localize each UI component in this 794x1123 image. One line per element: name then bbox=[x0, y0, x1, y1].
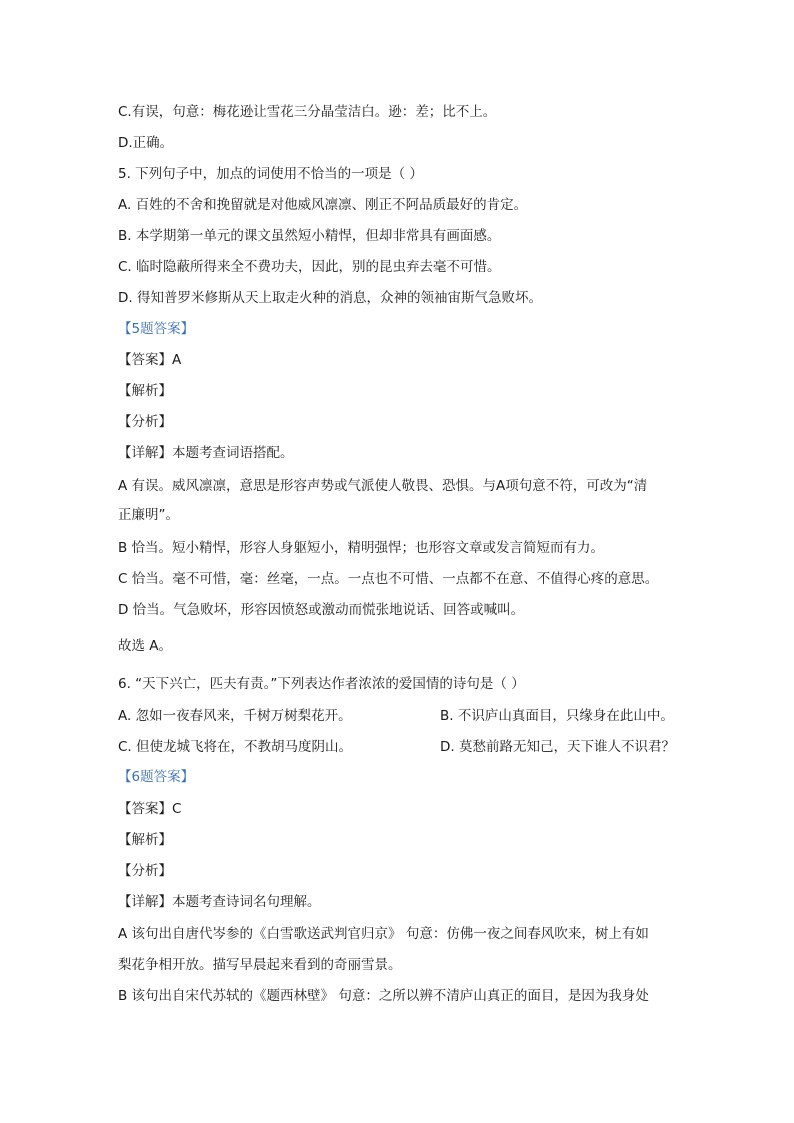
question-6-option-b: B. 不识庐山真面目，只缘身在此山中。 bbox=[440, 708, 674, 724]
text-line: D.正确。 bbox=[118, 135, 174, 151]
question-5-option-a: A. 百姓的不舍和挽留就是对他威风凛凛、刚正不阿品质最好的肯定。 bbox=[118, 197, 528, 213]
explanation-line: A 有误。威风凛凛，意思是形容声势或气派使人敬畏、恐惧。与A项句意不符，可改为“清 bbox=[118, 478, 648, 494]
detail-label: 【详解】本题考查诗词名句理解。 bbox=[118, 894, 321, 910]
text-line: C.有误，句意：梅花逊让雪花三分晶莹洁白。逊：差；比不上。 bbox=[118, 104, 497, 120]
question-6-stem: 6. “天下兴亡，匹夫有责。”下列表达作者浓浓的爱国情的诗句是（ ） bbox=[118, 676, 525, 692]
explanation-line: 正廉明”。 bbox=[118, 507, 179, 523]
question-5-option-d: D. 得知普罗米修斯从天上取走火种的消息，众神的领袖宙斯气急败坏。 bbox=[118, 290, 542, 306]
question-5-option-b: B. 本学期第一单元的课文虽然短小精悍，但却非常具有画面感。 bbox=[118, 228, 501, 244]
question-6-option-a: A. 忽如一夜春风来，千树万树梨花开。 bbox=[118, 708, 352, 724]
analysis-label: 【解析】 bbox=[118, 832, 172, 848]
analysis-label: 【解析】 bbox=[118, 383, 172, 399]
question-5-stem: 5. 下列句子中，加点的词使用不恰当的一项是（ ） bbox=[118, 166, 423, 182]
explanation-line: C 恰当。毫不可惜，毫：丝毫，一点。一点也不可惜、一点都不在意、不值得心疼的意思。 bbox=[118, 571, 659, 587]
answer-5-header: 【5题答案】 bbox=[118, 321, 195, 337]
explanation-line: B 该句出自宋代苏轼的《题西林壁》 句意：之所以辨不清庐山真正的面目，是因为我身处 bbox=[118, 988, 649, 1004]
explanation-line: 梨花争相开放。描写早晨起来看到的奇丽雪景。 bbox=[118, 957, 402, 973]
conclusion-line: 故选 A。 bbox=[118, 638, 173, 654]
explanation-line: B 恰当。短小精悍，形容人身躯短小，精明强悍；也形容文章或发言简短而有力。 bbox=[118, 540, 605, 556]
answer-label: 【答案】C bbox=[118, 801, 182, 817]
detail-label: 【详解】本题考查词语搭配。 bbox=[118, 445, 294, 461]
analysis-sub-label: 【分析】 bbox=[118, 863, 172, 879]
answer-6-header: 【6题答案】 bbox=[118, 769, 195, 785]
explanation-line: D 恰当。气急败坏，形容因愤怒或激动而慌张地说话、回答或喊叫。 bbox=[118, 602, 525, 618]
analysis-sub-label: 【分析】 bbox=[118, 414, 172, 430]
question-5-option-c: C. 临时隐蔽所得来全不费功夫，因此，别的昆虫弃去毫不可惜。 bbox=[118, 259, 501, 275]
answer-label: 【答案】A bbox=[118, 352, 182, 368]
explanation-line: A 该句出自唐代岑参的《白雪歌送武判官归京》 句意：仿佛一夜之间春风吹来，树上有如 bbox=[118, 926, 649, 942]
question-6-option-d: D. 莫愁前路无知己，天下谁人不识君？ bbox=[440, 739, 675, 755]
question-6-option-c: C. 但使龙城飞将在，不教胡马度阴山。 bbox=[118, 739, 353, 755]
